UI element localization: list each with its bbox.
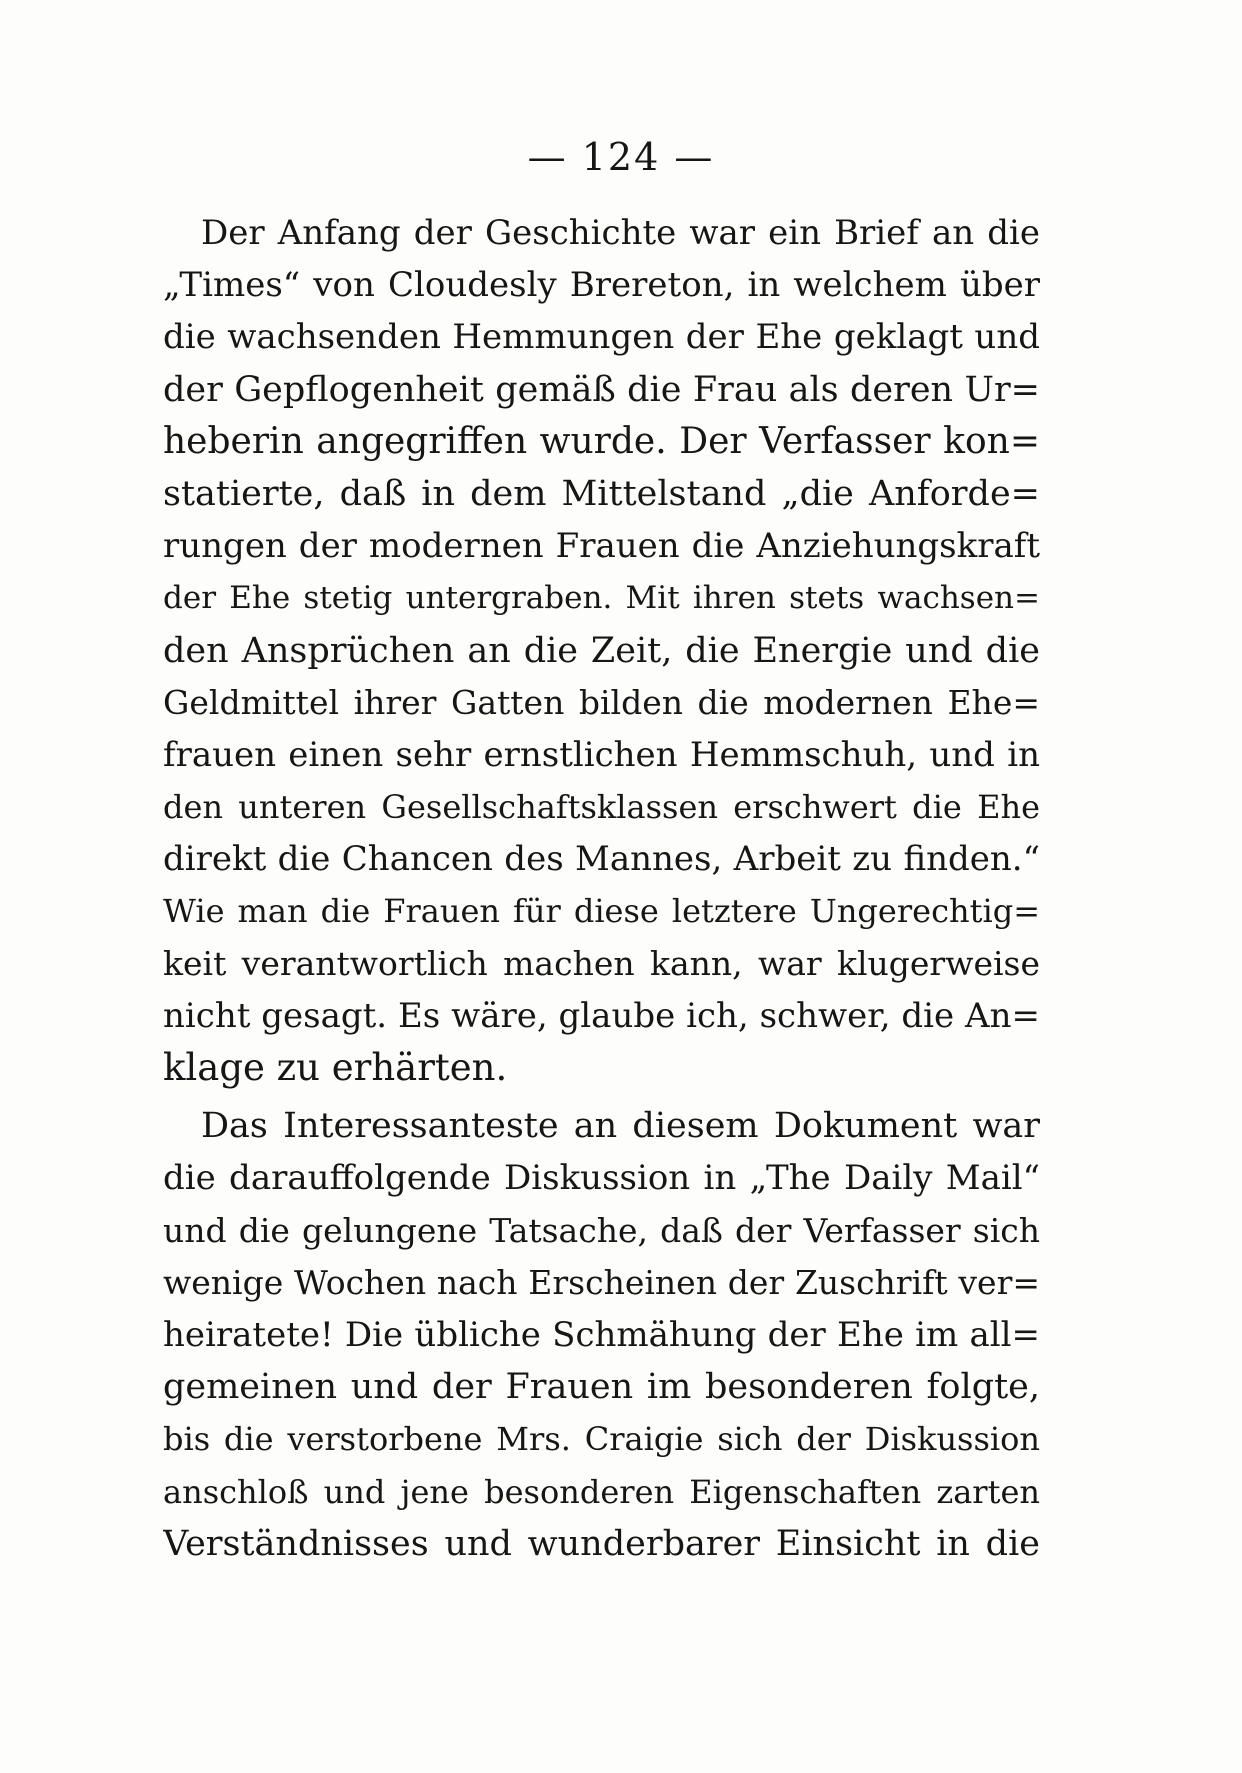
text-line: Geldmittel ihrer Gatten bilden die modernen Ehe= xyxy=(163,682,1040,722)
text-line: heberin angegriffen wurde. Der Verfasser kon= xyxy=(163,420,1040,462)
text-line: Der Anfang der Geschichte war ein Brief an die xyxy=(201,213,1040,253)
text-line: anschloß und jene besonderen Eigenschaften zarten xyxy=(163,1472,1040,1511)
text-line: „Times“ von Cloudesly Brereton, in welchem über xyxy=(163,265,1040,306)
text-line: gemeinen und der Frauen im besonderen folgte, xyxy=(163,1367,1040,1408)
text-line: heiratete! Die übliche Schmähung der Ehe im all= xyxy=(163,1314,1040,1355)
text-line: direkt die Chancen des Mannes, Arbeit zu finden.“ xyxy=(163,839,1040,880)
text-line: nicht gesagt. Es wäre, glaube ich, schwer, die An= xyxy=(163,995,1040,1036)
text-line: bis die verstorbene Mrs. Craigie sich der Diskussion xyxy=(163,1420,1040,1459)
text-line: den unteren Gesellschaftsklassen erschwert die Ehe xyxy=(163,788,1040,827)
text-line: Wie man die Frauen für diese letztere Ungerechtig= xyxy=(163,892,1040,931)
paragraph-2 xyxy=(163,1100,1040,1570)
text-line: den Ansprüchen an die Zeit, die Energie und die xyxy=(163,630,1040,671)
text-line: der Gepflogenheit gemäß die Frau als deren Ur= xyxy=(163,369,1040,410)
text-line: keit verantwortlich machen kann, war klugerweise xyxy=(163,943,1040,983)
text-line: und die gelungene Tatsache, daß der Verfasser sich xyxy=(163,1210,1040,1250)
text-line: der Ehe stetig untergraben. Mit ihren stets wachsen= xyxy=(163,580,1040,617)
page-number: — 124 — xyxy=(527,135,715,179)
text-line: statierte, daß in dem Mittelstand „die Anforde= xyxy=(163,473,1040,514)
text-line: Verständnisses und wunderbarer Einsicht in die xyxy=(163,1523,1040,1564)
text-line: klage zu erhärten. xyxy=(163,1046,508,1089)
text-line: die wachsenden Hemmungen der Ehe geklagt und xyxy=(163,317,1040,358)
text-line: die darauffolgende Diskussion in „The Daily Mail“ xyxy=(163,1158,1040,1199)
text-line: Das Interessanteste an diesem Dokument war xyxy=(201,1106,1040,1147)
paragraph-1 xyxy=(163,207,1040,1094)
body-text xyxy=(163,207,1040,1570)
text-line: rungen der modernen Frauen die Anziehungskraft xyxy=(163,526,1040,567)
text-line: frauen einen sehr ernstlichen Hemmschuh, und in xyxy=(163,734,1040,775)
text-line: wenige Wochen nach Erscheinen der Zuschrift ver= xyxy=(163,1262,1040,1302)
